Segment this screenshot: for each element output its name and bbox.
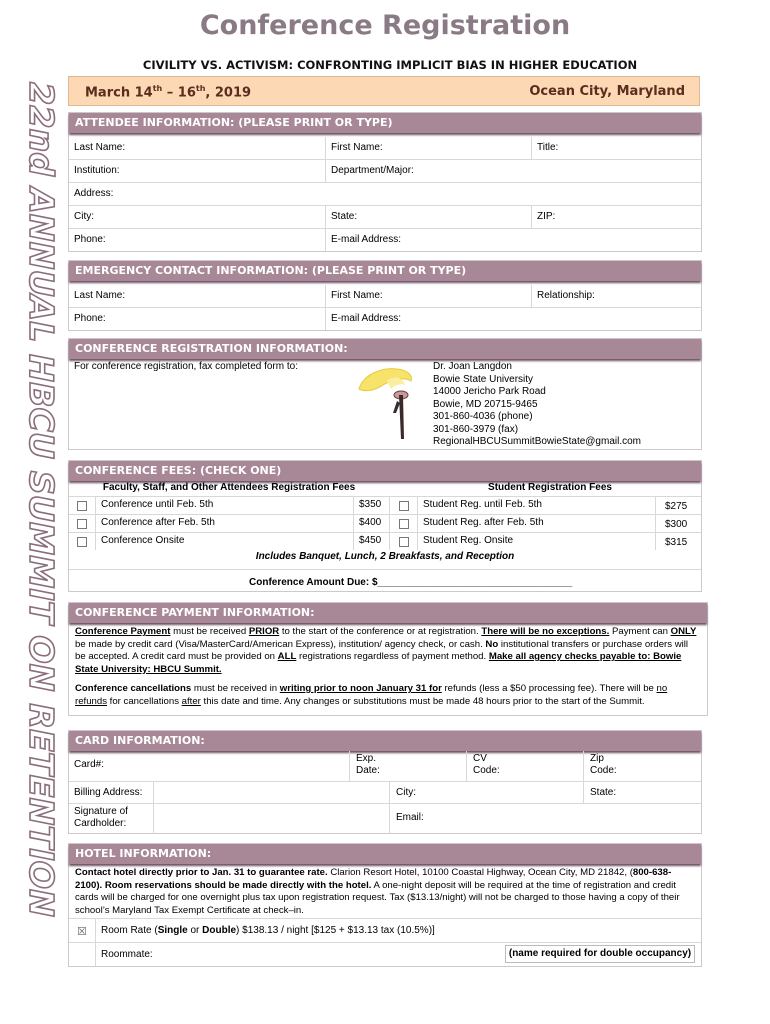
sidebar-banner bbox=[20, 80, 60, 940]
section-header: CONFERENCE REGISTRATION INFORMATION: bbox=[69, 339, 701, 359]
card-state-field[interactable]: State: bbox=[590, 787, 617, 798]
emergency-last-name-field[interactable]: Last Name: bbox=[74, 290, 126, 301]
sidebar-banner-text: 22nd ANNUAL HBCU SUMMIT ON RETENTION bbox=[22, 82, 60, 907]
student-fee-price: $300 bbox=[665, 519, 688, 530]
contact-name: Dr. Joan Langdon bbox=[433, 361, 512, 372]
section-header: CONFERENCE FEES: (CHECK ONE) bbox=[69, 461, 701, 481]
checked-box-icon[interactable]: ☒ bbox=[77, 926, 87, 938]
faculty-fee-checkbox[interactable] bbox=[77, 501, 87, 511]
faculty-fee-checkbox[interactable] bbox=[77, 519, 87, 529]
faculty-fee-label: Conference until Feb. 5th bbox=[101, 499, 214, 510]
student-fee-checkbox[interactable] bbox=[399, 501, 409, 511]
emergency-first-name-field[interactable]: First Name: bbox=[325, 285, 531, 307]
page-title: Conference Registration bbox=[199, 10, 571, 41]
student-fee-label: Student Reg. until Feb. 5th bbox=[423, 499, 542, 510]
contact-email-link[interactable]: RegionalHBCUSummitBowieState@gmail.com bbox=[433, 436, 642, 447]
contact-city-state: Bowie, MD 20715-9465 bbox=[433, 398, 538, 410]
section-header: ATTENDEE INFORMATION: (PLEASE PRINT OR TYPE) bbox=[69, 113, 701, 133]
room-rate-label: Room Rate (Single or Double) $138.13 / night [$125 + $13.13 tax (10.5%)] bbox=[101, 925, 435, 936]
student-fee-price: $315 bbox=[665, 537, 688, 548]
attendee-city-field[interactable]: City: bbox=[74, 211, 94, 222]
attendee-institution-field[interactable]: Institution: bbox=[74, 165, 120, 176]
attendee-last-name-field[interactable]: Last Name: bbox=[74, 142, 126, 153]
contact-street: 14000 Jericho Park Road bbox=[433, 386, 546, 397]
faculty-fee-price: $400 bbox=[359, 517, 382, 528]
student-fee-checkbox[interactable] bbox=[399, 537, 409, 547]
fees-includes-note: Includes Banquet, Lunch, 2 Breakfasts, and Reception bbox=[255, 551, 515, 562]
section-header: CARD INFORMATION: bbox=[69, 731, 701, 751]
roommate-field[interactable]: Roommate: bbox=[101, 949, 153, 960]
torch-icon bbox=[353, 361, 421, 441]
conference-location: Ocean City, Maryland bbox=[529, 84, 685, 99]
card-section bbox=[68, 730, 702, 834]
student-fee-checkbox[interactable] bbox=[399, 519, 409, 529]
fee-row bbox=[69, 514, 701, 532]
hotel-info-text: Contact hotel directly prior to Jan. 31 to guarantee rate. Clarion Resort Hotel, 10100 Coastal Highway, Ocean City, MD 21842, (800-638-2100). Room reservations should be made directly with the hotel. A one-night deposit will be required at the time of registration and credit cards will be charged for one overnight plus tax upon registration request. Tax ($13.13/night) will not be charged to those having a copy of their school’s Maryland Tax Exempt Certificate at check–in. bbox=[75, 867, 680, 916]
emergency-section bbox=[68, 260, 702, 331]
section-header: HOTEL INFORMATION: bbox=[69, 844, 701, 864]
student-fee-label: Student Reg. after Feb. 5th bbox=[423, 517, 544, 528]
attendee-state-field[interactable]: State: bbox=[325, 206, 531, 228]
hotel-section bbox=[68, 843, 702, 967]
attendee-section bbox=[68, 112, 702, 252]
fee-row bbox=[69, 496, 701, 514]
attendee-department-field[interactable]: Department/Major: bbox=[325, 160, 701, 182]
contact-address-block bbox=[433, 361, 641, 449]
section-header: CONFERENCE PAYMENT INFORMATION: bbox=[69, 603, 707, 623]
student-fee-price: $275 bbox=[665, 501, 688, 512]
attendee-phone-field[interactable]: Phone: bbox=[74, 234, 106, 245]
faculty-fee-checkbox[interactable] bbox=[77, 537, 87, 547]
sidebar-banner-graphic bbox=[20, 80, 60, 940]
zip-code-field[interactable]: Zip Code: bbox=[590, 753, 617, 776]
payment-policy-text: Conference Payment must be received PRIOR to the start of the conference or at registration. There will be no exceptions. Payment can ONLY be made by credit card (Visa/MasterCard/American Express), institution/ agency check, or cash. No institutional transfers or purchase orders will be accepted. A credit card must be provided on ALL registrations regardless of payment method. Make all agency checks payable to: Bowie State University: HBCU Summit. bbox=[75, 626, 697, 675]
attendee-zip-field[interactable]: ZIP: bbox=[531, 206, 701, 228]
conference-dates: March 14th – 16th, 2019 bbox=[85, 84, 252, 101]
amount-due-field[interactable]: Conference Amount Due: $___________________________________ bbox=[249, 577, 573, 588]
fee-row bbox=[69, 532, 701, 550]
attendee-first-name-field[interactable]: First Name: bbox=[325, 137, 531, 159]
card-city-field[interactable]: City: bbox=[396, 787, 416, 798]
attendee-title-field[interactable]: Title: bbox=[531, 137, 701, 159]
faculty-fee-label: Conference Onsite bbox=[101, 535, 185, 546]
billing-address-field[interactable]: Billing Address: bbox=[74, 787, 143, 798]
faculty-fee-price: $350 bbox=[359, 499, 382, 510]
registration-section bbox=[68, 338, 702, 450]
faculty-fee-price: $450 bbox=[359, 535, 382, 546]
fees-section bbox=[68, 460, 702, 592]
attendee-address-field[interactable]: Address: bbox=[74, 188, 114, 199]
attendee-email-field[interactable]: E-mail Address: bbox=[325, 229, 701, 251]
card-number-field[interactable]: Card#: bbox=[74, 759, 105, 770]
contact-fax: 301-860-3979 (fax) bbox=[433, 423, 519, 435]
faculty-fees-header: Faculty, Staff, and Other Attendees Registration Fees bbox=[102, 482, 356, 493]
conference-dates-banner bbox=[68, 76, 700, 106]
fax-instruction: For conference registration, fax completed form to: bbox=[74, 361, 298, 372]
roommate-note: (name required for double occupancy) bbox=[505, 945, 695, 963]
exp-date-field[interactable]: Exp. Date: bbox=[356, 753, 380, 776]
cv-code-field[interactable]: CV Code: bbox=[473, 753, 500, 776]
payment-section bbox=[68, 602, 708, 716]
faculty-fee-label: Conference after Feb. 5th bbox=[101, 517, 215, 528]
cancellation-policy-text: Conference cancellations must be received in writing prior to noon January 31 for refunds (less a $50 processing fee). There will be no refunds for cancellations after this date and time. Any changes or substitutions must be made 48 hours prior to the start of the Summit. bbox=[75, 683, 668, 707]
emergency-phone-field[interactable]: Phone: bbox=[74, 313, 106, 324]
contact-university: Bowie State University bbox=[433, 373, 534, 385]
student-fee-label: Student Reg. Onsite bbox=[423, 535, 514, 546]
card-email-field[interactable]: Email: bbox=[396, 812, 424, 823]
contact-phone: 301-860-4036 (phone) bbox=[433, 411, 533, 422]
emergency-email-field[interactable]: E-mail Address: bbox=[325, 308, 701, 330]
section-header: EMERGENCY CONTACT INFORMATION: (PLEASE PRINT OR TYPE) bbox=[69, 261, 701, 281]
emergency-relationship-field[interactable]: Relationship: bbox=[531, 285, 701, 307]
conference-subtitle: CIVILITY VS. ACTIVISM: CONFRONTING IMPLICIT BIAS IN HIGHER EDUCATION bbox=[142, 58, 638, 72]
signature-field[interactable]: Signature of Cardholder: bbox=[74, 806, 128, 829]
student-fees-header: Student Registration Fees bbox=[488, 482, 612, 493]
